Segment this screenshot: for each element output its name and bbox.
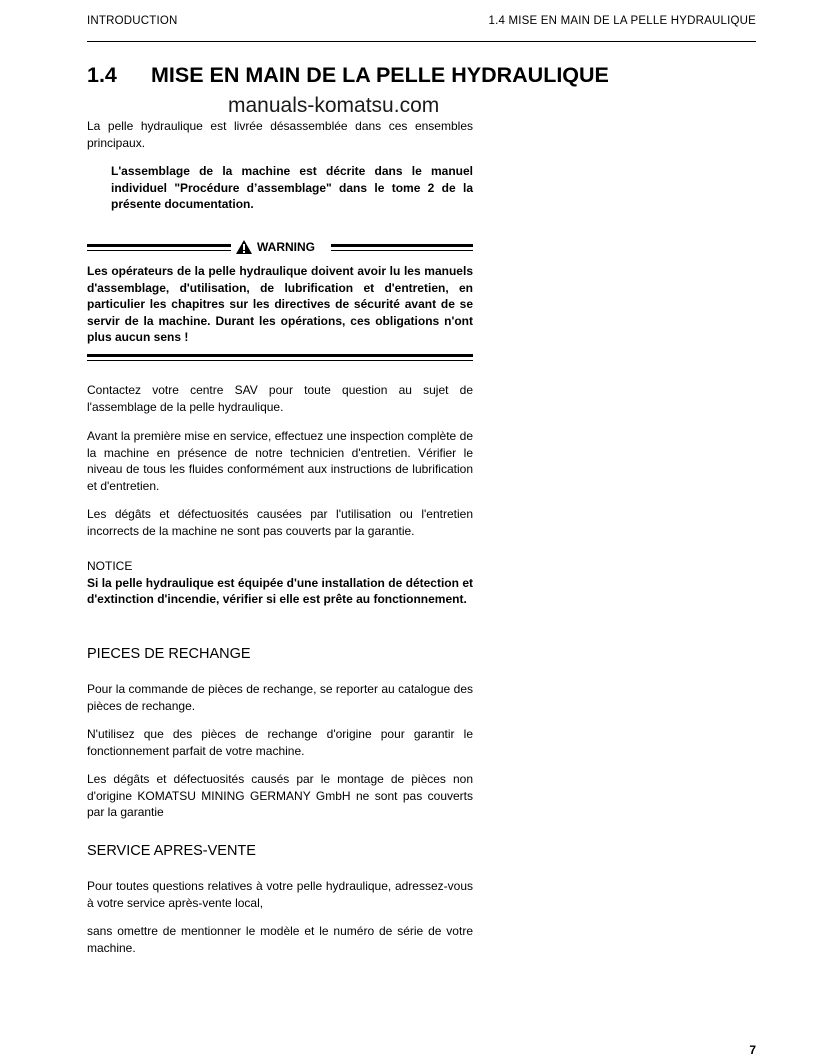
page-title xyxy=(87,63,609,88)
spare-parts-heading: PIECES DE RECHANGE xyxy=(87,646,251,662)
after-sales-heading: SERVICE APRES-VENTE xyxy=(87,843,256,859)
assembly-note-text: L'assemblage de la machine est décrite dans le manuel individuel "Procédure d’assemblage" dans le tome 2 de la présente documentation. xyxy=(111,164,473,211)
body-text-3: Les dégâts et défectuosités causées par l'utilisation ou l'entretien incorrects de la machine ne sont pas couverts par la garantie. xyxy=(87,507,473,538)
warning-header xyxy=(87,240,473,256)
spare-parts-text-3: Les dégâts et défectuosités causés par le montage de pièces non d'origine KOMATSU MINING GERMANY GmbH ne sont pas couverts par la garantie xyxy=(87,772,473,819)
after-sales-paragraph-1 xyxy=(87,878,473,911)
after-sales-paragraph-2 xyxy=(87,923,473,956)
section-number: 1.4 xyxy=(87,63,117,87)
warning-text: Les opérateurs de la pelle hydraulique doivent avoir lu les manuels d'assemblage, d'utilisation, de lubrification et d'entretien, en particulier les chapitres sur les directives de sécurité avant de se servir de la machine. Durant les opérations, ces obligations n'ont plus aucun sens ! xyxy=(87,264,473,344)
running-header-title: 1.4 MISE EN MAIN DE LA PELLE HYDRAULIQUE xyxy=(488,15,756,27)
notice-text: Si la pelle hydraulique est équipée d'une installation de détection et d'extinction d'incendie, vérifier si elle est prête au fonctionnement. xyxy=(87,575,473,606)
warning-body xyxy=(87,263,473,346)
intro-paragraph xyxy=(87,118,473,151)
spare-parts-text-1: Pour la commande de pièces de rechange, se reporter au catalogue des pièces de rechange. xyxy=(87,682,473,713)
body-text-1: Contactez votre centre SAV pour toute question au sujet de l'assemblage de la pelle hydraulique. xyxy=(87,383,473,414)
warning-bottom-rule xyxy=(87,354,473,361)
notice-block xyxy=(87,558,473,608)
spare-parts-paragraph-3 xyxy=(87,771,473,821)
after-sales-text-2: sans omettre de mentionner le modèle et le numéro de série de votre machine. xyxy=(87,924,473,955)
notice-label: NOTICE xyxy=(87,559,133,573)
spare-parts-paragraph-2 xyxy=(87,726,473,759)
body-paragraph-3 xyxy=(87,506,473,539)
running-header-section: INTRODUCTION xyxy=(87,15,178,27)
intro-text: La pelle hydraulique est livrée désassemblée dans ces ensembles principaux. xyxy=(87,119,473,150)
spare-parts-text-2: N'utilisez que des pièces de rechange d'origine pour garantir le fonctionnement parfait de votre machine. xyxy=(87,727,473,758)
warning-label xyxy=(235,239,315,255)
body-paragraph-1 xyxy=(87,382,473,415)
warning-rule-left xyxy=(87,244,231,251)
section-title: MISE EN MAIN DE LA PELLE HYDRAULIQUE xyxy=(151,63,609,87)
watermark: manuals-komatsu.com xyxy=(228,94,440,117)
warning-rule-right xyxy=(331,244,473,251)
spare-parts-paragraph-1 xyxy=(87,681,473,714)
assembly-note xyxy=(111,163,473,213)
after-sales-text-1: Pour toutes questions relatives à votre pelle hydraulique, adressez-vous à votre service après-vente local, xyxy=(87,879,473,910)
page-number: 7 xyxy=(749,1043,756,1057)
warning-triangle-icon xyxy=(235,239,253,255)
warning-label-text: WARNING xyxy=(257,240,315,254)
body-text-2: Avant la première mise en service, effectuez une inspection complète de la machine en présence de notre technicien d'entretien. Vérifier le niveau de tous les fluides conformément aux instructions de lubrification et d'entretien. xyxy=(87,429,473,493)
body-paragraph-2 xyxy=(87,428,473,494)
header-divider xyxy=(87,41,756,42)
